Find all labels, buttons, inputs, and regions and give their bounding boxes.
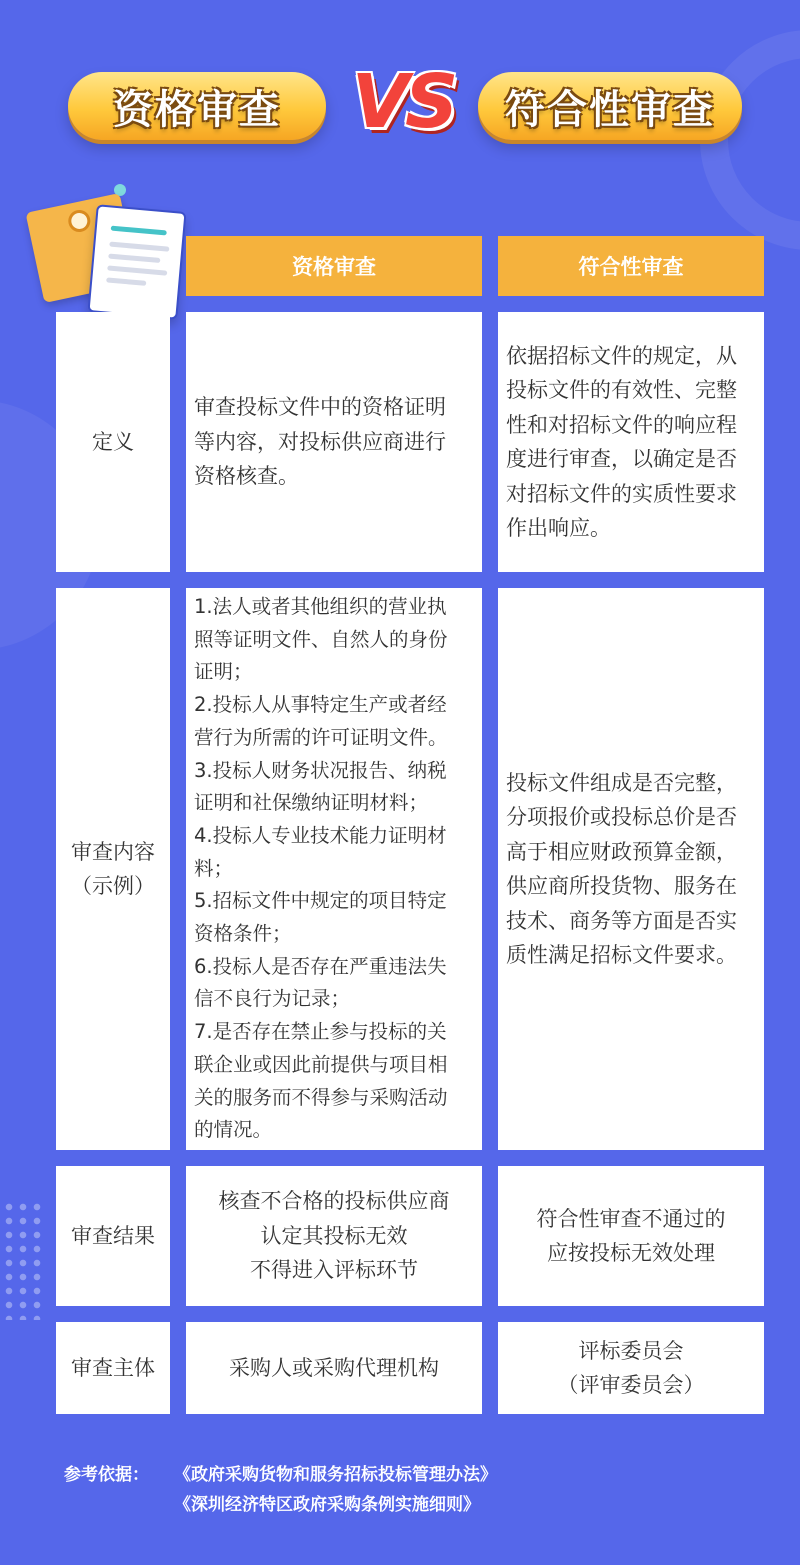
left-title-pill: [68, 72, 326, 140]
text-line: 高于相应财政预算金额，: [506, 839, 737, 864]
text-line: 供应商所投货物、服务在: [506, 874, 737, 898]
list-line: 资格条件；: [194, 922, 292, 946]
list-line: 料；: [194, 856, 234, 880]
list-line: 联企业或因此前提供与项目相: [194, 1052, 448, 1076]
subject-conformity: [498, 1322, 764, 1414]
text-line: 核查不合格的投标供应商: [218, 1189, 450, 1214]
result-conformity: [498, 1166, 764, 1306]
text-line: 资格核查。: [194, 464, 299, 489]
indent-spacer: [64, 1490, 174, 1520]
text-line: 依据招标文件的规定，从: [506, 343, 737, 368]
references: [64, 1460, 497, 1520]
subject-label: 审查主体: [71, 1355, 155, 1380]
list-line: 信不良行为记录；: [194, 987, 351, 1011]
list-line: 1.法人或者其他组织的营业执: [194, 595, 447, 619]
result-label: 审查结果: [71, 1223, 155, 1248]
list-line: 6.投标人是否存在严重违法失: [194, 954, 447, 978]
list-line: 3.投标人财务状况报告、纳税: [194, 758, 447, 782]
text-line: （评审委员会）: [557, 1373, 705, 1397]
content-conformity: [498, 588, 764, 1150]
list-line: 关的服务而不得参与采购活动: [194, 1085, 448, 1109]
list-line: 5.招标文件中规定的项目特定: [194, 889, 447, 913]
list-line: 营行为所需的许可证明文件。: [194, 725, 448, 749]
text-line: 度进行审查，以确定是否: [506, 447, 737, 471]
list-line: 2.投标人从事特定生产或者经: [194, 693, 447, 717]
list-line: 证明；: [194, 660, 253, 684]
text-line: 对招标文件的实质性要求: [506, 481, 737, 506]
paper-icon: [87, 204, 186, 319]
result-qualification: [186, 1166, 482, 1306]
list-line: 证明和社保缴纳证明材料；: [194, 791, 429, 815]
left-title: 资格审查: [113, 86, 281, 133]
content-label-line1: 审查内容: [71, 839, 155, 864]
text-line: 评标委员会: [578, 1338, 684, 1363]
text-line: 分项报价或投标总价是否: [506, 805, 737, 829]
list-line: 4.投标人专业技术能力证明材: [194, 823, 447, 847]
list-line: 的情况。: [194, 1118, 273, 1142]
text-line: 技术、商务等方面是否实: [506, 908, 737, 933]
reference-2: 《深圳经济特区政府采购条例实施细则》: [174, 1495, 480, 1515]
text-line: 质性满足招标文件要求。: [506, 943, 737, 967]
text-line: 不得进入评标环节: [250, 1258, 418, 1283]
text-line: 投标文件组成是否完整，: [506, 770, 737, 795]
text-line: 作出响应。: [506, 516, 611, 540]
text-line: 等内容，对投标供应商进行: [194, 429, 446, 454]
list-line: 照等证明文件、自然人的身份: [194, 627, 448, 651]
text-line: 性和对招标文件的响应程: [506, 412, 737, 437]
text-line: 审查投标文件中的资格证明: [194, 395, 446, 420]
title-banner: [0, 0, 800, 180]
list-line: 7.是否存在禁止参与投标的关: [194, 1020, 447, 1044]
subject-qualification: [186, 1322, 482, 1414]
row-label-subject: [56, 1322, 170, 1414]
text-line: 投标文件的有效性、完整: [506, 378, 737, 402]
content-label-line2: （示例）: [71, 874, 155, 898]
text-line: 应按投标无效处理: [547, 1241, 715, 1265]
text-line: 采购人或采购代理机构: [229, 1355, 439, 1380]
text-line: 认定其投标无效: [260, 1223, 408, 1248]
decorative-dots: [2, 1200, 42, 1320]
right-title: 符合性审查: [505, 86, 715, 133]
col-header-qualification: 资格审查: [186, 236, 482, 296]
reference-1: 《政府采购货物和服务招标投标管理办法》: [174, 1465, 497, 1485]
definition-qualification: [186, 312, 482, 572]
references-label: 参考依据：: [64, 1465, 149, 1485]
vs-label: VS: [351, 59, 455, 145]
content-qualification-list: [186, 588, 482, 1150]
definition-label: 定义: [92, 429, 134, 454]
row-label-definition: [56, 312, 170, 572]
row-label-result: [56, 1166, 170, 1306]
right-title-pill: [478, 72, 742, 140]
text-line: 符合性审查不通过的: [536, 1206, 726, 1231]
definition-conformity: [498, 312, 764, 572]
row-label-content: [56, 588, 170, 1150]
col-header-conformity: 符合性审查: [498, 236, 764, 296]
